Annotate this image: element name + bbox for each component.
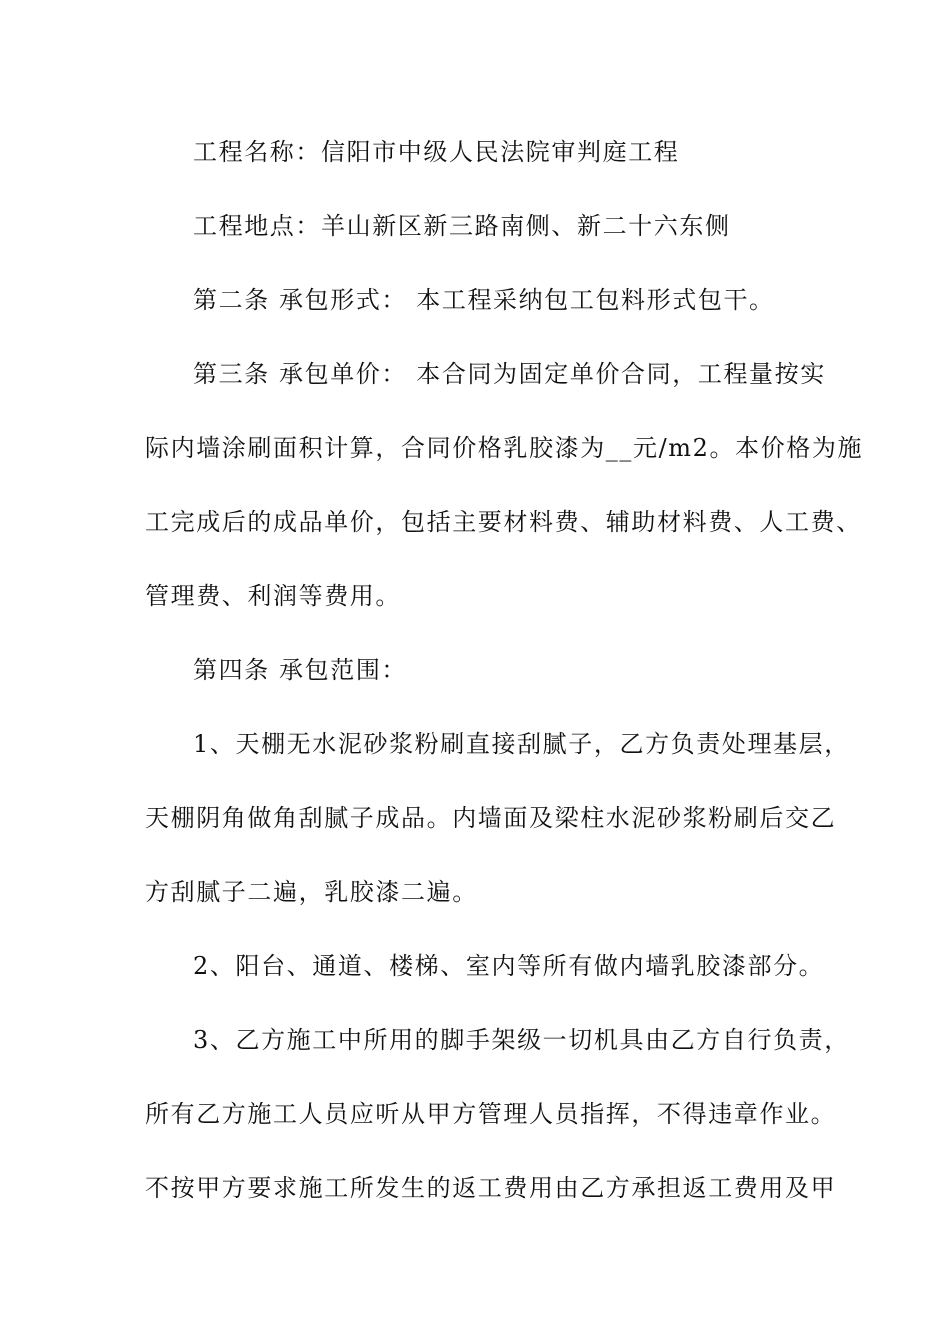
article-2-line: 第二条 承包形式： 本工程采纳包工包料形式包干。 [193,286,775,314]
article-3-line-1: 第三条 承包单价： 本合同为固定单价合同，工程量按实 [193,360,826,388]
item-1-line-1: 1、天棚无水泥砂浆粉刷直接刮腻子，乙方负责处理基层， [193,730,850,758]
item-3-line-1: 3、乙方施工中所用的脚手架级一切机具由乙方自行负责， [193,1026,850,1054]
article-3-line-4: 管理费、利润等费用。 [145,582,401,610]
item-1-line-3: 方刮腻子二遍，乳胶漆二遍。 [145,878,478,906]
article-3-line-3: 工完成后的成品单价，包括主要材料费、辅助材料费、人工费、 [145,508,862,536]
article-3-line-2: 际内墙涂刷面积计算，合同价格乳胶漆为__元/m2。本价格为施 [145,434,864,462]
item-3-line-2: 所有乙方施工人员应听从甲方管理人员指挥，不得违章作业。 [145,1100,837,1128]
project-name-line: 工程名称：信阳市中级人民法院审判庭工程 [193,138,680,166]
article-4-heading: 第四条 承包范围： [193,656,408,684]
item-1-line-2: 天棚阴角做角刮腻子成品。内墙面及梁柱水泥砂浆粉刷后交乙 [145,804,837,832]
project-location-line: 工程地点：羊山新区新三路南侧、新二十六东侧 [193,212,731,240]
item-3-line-3: 不按甲方要求施工所发生的返工费用由乙方承担返工费用及甲 [145,1174,837,1202]
item-2-line: 2、阳台、通道、楼梯、室内等所有做内墙乳胶漆部分。 [193,952,825,980]
